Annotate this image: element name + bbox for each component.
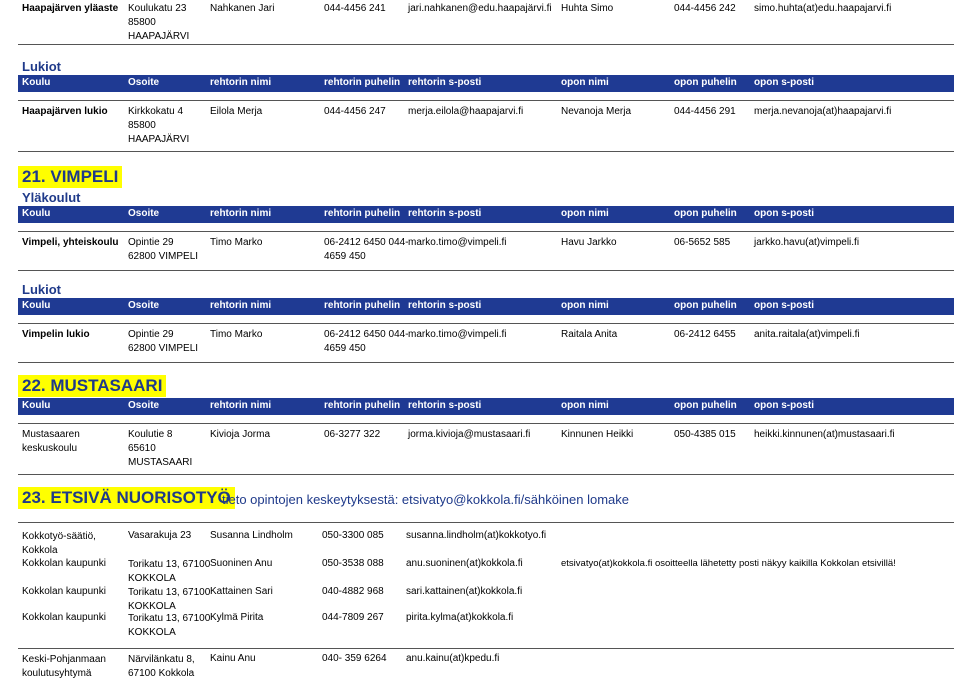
- contact-name: Suoninen Anu: [210, 558, 273, 569]
- municipality-title-etsiva: 23. ETSIVÄ NUORISOTYÖ: [18, 487, 235, 509]
- school-name: Haapajärven yläaste: [22, 3, 119, 14]
- counselor-phone: 06-5652 585: [674, 237, 731, 248]
- col-rnimi: rehtorin nimi: [210, 77, 272, 88]
- col-opuh: opon puhelin: [674, 208, 737, 219]
- col-rpuh: rehtorin puhelin: [324, 77, 401, 88]
- counselor-name: Havu Jarkko: [561, 237, 617, 248]
- col-onimi: opon nimi: [561, 400, 609, 411]
- etsiva-subtitle: tieto opintojen keskeytyksestä: etsivatyo@kokkola.fi/sähköinen lomake: [222, 492, 630, 507]
- contact-email: pirita.kylma(at)kokkola.fi: [406, 612, 514, 623]
- table-header: [18, 298, 954, 315]
- contact-name: Kattainen Sari: [210, 586, 273, 597]
- contact-name: Kylmä Pirita: [210, 612, 264, 623]
- principal-email: marko.timo@vimpeli.fi: [408, 329, 507, 340]
- table-row: [18, 0, 954, 45]
- principal-name: Timo Marko: [210, 329, 263, 340]
- contact-phone: 050-3538 088: [322, 558, 384, 569]
- school-address: Koulutie 8 65610 MUSTASAARI: [128, 429, 193, 468]
- principal-email: jari.nahkanen@edu.haapajärvi.fi: [408, 3, 552, 14]
- section-title-lukiot: Lukiot: [22, 59, 61, 74]
- municipality-title-mustasaari: 22. MUSTASAARI: [18, 375, 166, 397]
- principal-email: merja.eilola@haapajarvi.fi: [408, 106, 524, 117]
- col-rnimi: rehtorin nimi: [210, 208, 272, 219]
- counselor-name: Huhta Simo: [561, 3, 614, 14]
- school-name: Mustasaaren keskuskoulu: [22, 429, 80, 454]
- contact-email: anu.suoninen(at)kokkola.fi: [406, 558, 523, 569]
- col-osposti: opon s-posti: [754, 300, 814, 311]
- principal-phone: 06-2412 6450 044- 4659 450: [324, 237, 409, 262]
- col-koulu: Koulu: [22, 300, 51, 311]
- col-onimi: opon nimi: [561, 208, 609, 219]
- principal-email: jorma.kivioja@mustasaari.fi: [408, 429, 531, 440]
- counselor-phone: 06-2412 6455: [674, 329, 736, 340]
- school-name: Haapajärven lukio: [22, 106, 108, 117]
- divider: [18, 648, 954, 649]
- divider: [18, 522, 954, 523]
- col-osoite: Osoite: [128, 400, 160, 411]
- col-opuh: opon puhelin: [674, 77, 737, 88]
- principal-name: Eilola Merja: [210, 106, 263, 117]
- table-header: [18, 206, 954, 223]
- contact-note: etsivatyo(at)kokkola.fi osoitteella lähetetty posti näkyy kaikilla Kokkolan etsivillä!: [561, 558, 896, 569]
- counselor-name: Nevanoja Merja: [561, 106, 632, 117]
- col-rnimi: rehtorin nimi: [210, 400, 272, 411]
- contact-email: anu.kainu(at)kpedu.fi: [406, 653, 500, 664]
- municipality-title-vimpeli: 21. VIMPELI: [18, 166, 122, 188]
- school-name: Vimpelin lukio: [22, 329, 90, 340]
- col-rpuh: rehtorin puhelin: [324, 300, 401, 311]
- col-koulu: Koulu: [22, 208, 51, 219]
- col-osoite: Osoite: [128, 300, 160, 311]
- principal-phone: 044-4456 247: [324, 106, 386, 117]
- table-row: [18, 323, 954, 363]
- col-onimi: opon nimi: [561, 300, 609, 311]
- contact-name: Kainu Anu: [210, 653, 256, 664]
- contact-name: Susanna Lindholm: [210, 530, 293, 541]
- col-koulu: Koulu: [22, 77, 51, 88]
- contact-email: susanna.lindholm(at)kokkotyo.fi: [406, 530, 547, 541]
- table-header: [18, 75, 954, 92]
- principal-phone: 06-3277 322: [324, 429, 381, 440]
- principal-email: marko.timo@vimpeli.fi: [408, 237, 507, 248]
- school-address: Opintie 29 62800 VIMPELI: [128, 237, 199, 262]
- col-rpuh: rehtorin puhelin: [324, 208, 401, 219]
- col-onimi: opon nimi: [561, 77, 609, 88]
- contact-phone: 050-3300 085: [322, 530, 384, 541]
- principal-phone: 06-2412 6450 044- 4659 450: [324, 329, 409, 354]
- col-osposti: opon s-posti: [754, 77, 814, 88]
- counselor-email: anita.raitala(at)vimpeli.fi: [754, 329, 860, 340]
- table-row: [18, 231, 954, 271]
- table-row: [18, 423, 954, 475]
- section-title-lukiot: Lukiot: [22, 282, 61, 297]
- principal-name: Nahkanen Jari: [210, 3, 275, 14]
- col-osposti: opon s-posti: [754, 400, 814, 411]
- school-name: Vimpeli, yhteiskoulu: [22, 237, 119, 248]
- col-rpuh: rehtorin puhelin: [324, 400, 401, 411]
- counselor-email: merja.nevanoja(at)haapajarvi.fi: [754, 106, 892, 117]
- list-item: Kokkolan kaupunki: [22, 612, 106, 623]
- school-address: Kirkkokatu 4 85800 HAAPAJÄRVI: [128, 106, 190, 145]
- counselor-email: jarkko.havu(at)vimpeli.fi: [754, 237, 860, 248]
- counselor-name: Kinnunen Heikki: [561, 429, 634, 440]
- col-rsposti: rehtorin s-posti: [408, 300, 482, 311]
- contact-phone: 040-4882 968: [322, 586, 384, 597]
- table-row: [18, 100, 954, 152]
- col-opuh: opon puhelin: [674, 400, 737, 411]
- counselor-email: heikki.kinnunen(at)mustasaari.fi: [754, 429, 895, 440]
- col-rsposti: rehtorin s-posti: [408, 77, 482, 88]
- principal-name: Kivioja Jorma: [210, 429, 271, 440]
- col-rnimi: rehtorin nimi: [210, 300, 272, 311]
- list-item: Kokkotyö-säätiö, Kokkola: [22, 531, 96, 556]
- list-item: Keski-Pohjanmaan koulutusyhtymä: [22, 654, 106, 679]
- table-header: [18, 398, 954, 415]
- contact-address: Vasarakuja 23: [128, 530, 192, 541]
- contact-address: Torikatu 13, 67100 KOKKOLA: [128, 613, 211, 638]
- col-koulu: Koulu: [22, 400, 51, 411]
- principal-phone: 044-4456 241: [324, 3, 386, 14]
- col-opuh: opon puhelin: [674, 300, 737, 311]
- contact-phone: 040- 359 6264: [322, 653, 387, 664]
- school-address: Opintie 29 62800 VIMPELI: [128, 329, 199, 354]
- col-osposti: opon s-posti: [754, 208, 814, 219]
- counselor-phone: 044-4456 242: [674, 3, 736, 14]
- contact-address: Torikatu 13, 67100 KOKKOLA: [128, 587, 211, 612]
- counselor-phone: 044-4456 291: [674, 106, 736, 117]
- col-osoite: Osoite: [128, 77, 160, 88]
- counselor-email: simo.huhta(at)edu.haapajarvi.fi: [754, 3, 892, 14]
- section-title-ylakoulut: Yläkoulut: [22, 190, 81, 205]
- counselor-name: Raitala Anita: [561, 329, 618, 340]
- principal-name: Timo Marko: [210, 237, 263, 248]
- contact-address: Närvilänkatu 8, 67100 Kokkola: [128, 654, 195, 679]
- col-osoite: Osoite: [128, 208, 160, 219]
- counselor-phone: 050-4385 015: [674, 429, 736, 440]
- col-rsposti: rehtorin s-posti: [408, 400, 482, 411]
- col-rsposti: rehtorin s-posti: [408, 208, 482, 219]
- list-item: Kokkolan kaupunki: [22, 558, 106, 569]
- school-address: Koulukatu 23 85800 HAAPAJÄRVI: [128, 3, 190, 42]
- contact-phone: 044-7809 267: [322, 612, 384, 623]
- list-item: Kokkolan kaupunki: [22, 586, 106, 597]
- contact-email: sari.kattainen(at)kokkola.fi: [406, 586, 523, 597]
- contact-address: Torikatu 13, 67100 KOKKOLA: [128, 559, 211, 584]
